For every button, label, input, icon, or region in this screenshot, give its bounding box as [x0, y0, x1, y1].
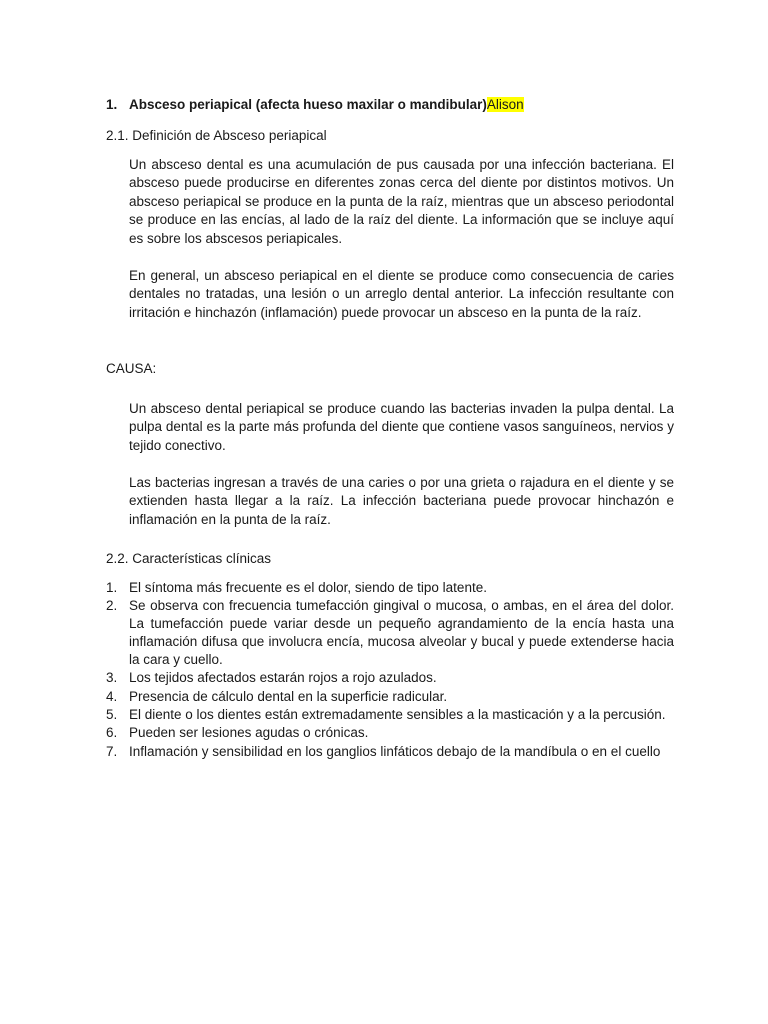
list-item-text: Inflamación y sensibilidad en los ganglios linfáticos debajo de la mandíbula o en el cuello [129, 743, 661, 759]
definition-subheading: 2.1. Definición de Absceso periapical [106, 128, 327, 143]
list-item [106, 724, 674, 742]
list-item-number: 6. [106, 724, 118, 740]
list-item-text: Se observa con frecuencia tumefacción gingival o mucosa, o ambas, en el área del dolor. La tumefacción puede variar desde un pequeño agrandamiento de la encía hasta una inflamación difusa que involucra encía, mucosa alveolar y bucal y puede extenderse hacia la cara y cuello. [129, 598, 674, 668]
list-item-number: 5. [106, 706, 118, 722]
list-item [106, 706, 674, 724]
list-item-text: Presencia de cálculo dental en la superficie radicular. [129, 688, 448, 704]
list-item-number: 3. [106, 670, 118, 686]
list-item-text: Los tejidos afectados estarán rojos a rojo azulados. [129, 670, 437, 686]
list-item-text: El diente o los dientes están extremadamente sensibles a la masticación y a la percusión. [129, 706, 666, 722]
list-item [106, 669, 674, 687]
definition-paragraph-2: En general, un absceso periapical en el diente se produce como consecuencia de caries dentales no tratadas, una lesión o un arreglo dental anterior. La infección resultante con irritación e hinchazón (inflamación) puede provocar un absceso en la punta de la raíz. [129, 268, 674, 320]
list-item [106, 579, 674, 597]
heading-number: 1. [106, 97, 118, 112]
clinical-features-subheading: 2.2. Características clínicas [106, 551, 272, 566]
causa-label: CAUSA: [106, 361, 157, 376]
heading-title: Absceso periapical (afecta hueso maxilar o mandibular) [129, 97, 487, 112]
clinical-features-list [106, 579, 674, 762]
list-item-text: El síntoma más frecuente es el dolor, siendo de tipo latente. [129, 580, 487, 595]
causa-paragraph-1: Un absceso dental periapical se produce cuando las bacterias invaden la pulpa dental. La pulpa dental es la parte más profunda del diente que contiene vasos sanguíneos, nervios y tejido conectivo. [129, 401, 674, 453]
list-item-number: 1. [106, 580, 118, 595]
list-item-number: 7. [106, 743, 118, 759]
list-item [106, 742, 674, 762]
section-heading [106, 97, 524, 112]
list-item-text: Pueden ser lesiones agudas o crónicas. [129, 724, 369, 740]
causa-paragraph-2: Las bacterias ingresan a través de una caries o por una grieta o rajadura en el diente y se extienden hasta llegar a la raíz. La infección bacteriana puede provocar hinchazón e inflamación en la punta de la raíz. [129, 475, 674, 527]
list-item-number: 2. [106, 598, 118, 614]
highlighted-author-name: Alison [486, 97, 524, 112]
list-item [106, 688, 674, 706]
definition-paragraph-1: Un absceso dental es una acumulación de pus causada por una infección bacteriana. El absceso puede producirse en diferentes zonas cerca del diente por distintos motivos. Un absceso periapical se produce en la punta de la raíz, mientras que un absceso periodontal se produce en las encías, al lado de la raíz del diente. La información que se incluye aquí es sobre los abscesos periapicales. [129, 157, 674, 246]
list-item [106, 597, 674, 669]
list-item-number: 4. [106, 688, 118, 704]
